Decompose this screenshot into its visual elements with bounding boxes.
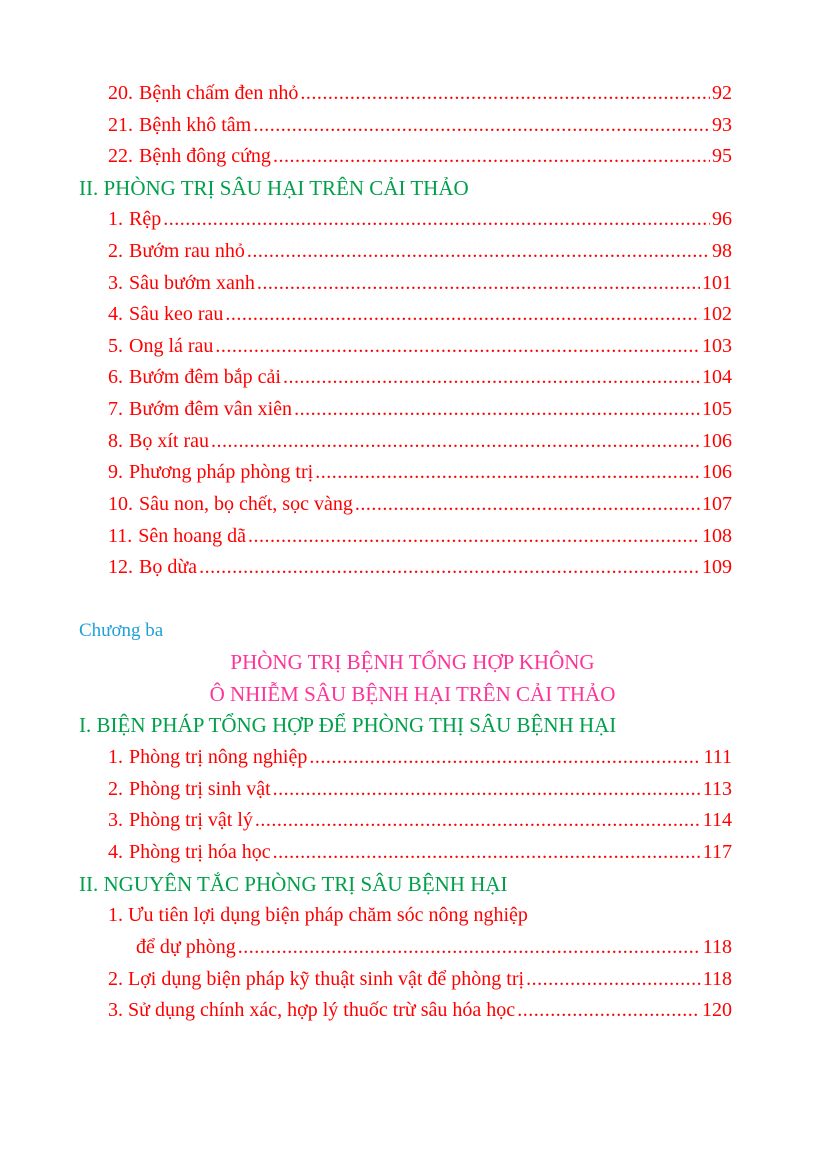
toc-entry[interactable] — [108, 554, 732, 580]
entry-page: 114 — [702, 809, 732, 831]
entry-number: 11. — [108, 525, 133, 547]
entry-label: Bướm đêm bắp cải — [129, 366, 281, 388]
dot-leader — [238, 934, 701, 960]
toc-entry[interactable] — [108, 523, 732, 549]
entry-label: Bệnh đông cứng — [139, 145, 271, 167]
toc-entry[interactable] — [108, 966, 732, 992]
entry-label: 1. Ưu tiên lợi dụng biện pháp chăm sóc nông nghiệp — [108, 904, 528, 926]
entry-number: 21. — [108, 114, 133, 136]
dot-leader — [517, 997, 700, 1023]
entry-number: 3. — [108, 272, 123, 294]
toc-entry[interactable] — [108, 238, 732, 264]
dot-leader — [273, 143, 710, 169]
section-heading: I. BIỆN PHÁP TỔNG HỢP ĐỂ PHÒNG THỊ SÂU BỆNH HẠI — [79, 713, 617, 737]
dot-leader — [273, 776, 701, 802]
entry-page: 108 — [702, 525, 732, 547]
section-heading: II. NGUYÊN TẮC PHÒNG TRỊ SÂU BỆNH HẠI — [79, 872, 508, 896]
toc-entry[interactable] — [108, 744, 732, 770]
toc-entry[interactable] — [108, 333, 732, 359]
dot-leader — [163, 206, 710, 232]
entry-label: Ong lá rau — [129, 335, 214, 357]
entry-number: 8. — [108, 430, 123, 452]
dot-leader — [248, 523, 700, 549]
section-heading: II. PHÒNG TRỊ SÂU HẠI TRÊN CẢI THẢO — [79, 176, 469, 200]
dot-leader — [253, 112, 710, 138]
toc-entry[interactable] — [108, 776, 732, 802]
dot-leader — [309, 744, 701, 770]
entry-page: 117 — [702, 841, 732, 863]
dot-leader — [315, 459, 700, 485]
dot-leader — [526, 966, 701, 992]
toc-entry[interactable] — [108, 301, 732, 327]
entry-label: Sâu keo rau — [129, 303, 224, 325]
entry-number: 4. — [108, 303, 123, 325]
chapter-label: Chương ba — [79, 620, 164, 641]
entry-number: 20. — [108, 82, 133, 104]
entry-label: Bệnh khô tâm — [139, 114, 252, 136]
entry-label: Phòng trị vật lý — [129, 809, 253, 831]
entry-page: 103 — [702, 335, 732, 357]
entry-number: 1. — [108, 208, 123, 230]
toc-entry[interactable] — [108, 459, 732, 485]
entry-page: 96 — [712, 208, 732, 230]
toc-entry[interactable] — [108, 364, 732, 390]
entry-page: 106 — [702, 430, 732, 452]
entry-label: Sâu bướm xanh — [129, 272, 255, 294]
entry-number: 22. — [108, 145, 133, 167]
toc-entry[interactable] — [108, 491, 732, 517]
entry-page: 118 — [702, 968, 732, 990]
toc-entry[interactable] — [108, 80, 732, 106]
dot-leader — [215, 333, 700, 359]
entry-page: 104 — [702, 366, 732, 388]
dot-leader — [294, 396, 700, 422]
dot-leader — [211, 428, 700, 454]
entry-page: 98 — [712, 240, 732, 262]
entry-page: 105 — [702, 398, 732, 420]
entry-page: 113 — [702, 778, 732, 800]
dot-leader — [300, 80, 710, 106]
entry-number: 9. — [108, 461, 123, 483]
toc-entry[interactable] — [108, 997, 732, 1023]
entry-number: 2. — [108, 240, 123, 262]
entry-label: Bệnh chấm đen nhỏ — [139, 82, 299, 104]
toc-entry[interactable] — [108, 270, 732, 296]
entry-page: 107 — [702, 493, 732, 515]
entry-label: Phòng trị nông nghiệp — [129, 746, 308, 768]
entry-number: 7. — [108, 398, 123, 420]
entry-page: 106 — [702, 461, 732, 483]
entry-number: 6. — [108, 366, 123, 388]
toc-entry[interactable] — [108, 807, 732, 833]
toc-entry[interactable] — [108, 206, 732, 232]
entry-page: 111 — [703, 746, 732, 768]
entry-page: 102 — [702, 303, 732, 325]
dot-leader — [257, 270, 700, 296]
entry-page: 109 — [702, 556, 732, 578]
entry-page: 92 — [712, 82, 732, 104]
entry-page: 93 — [712, 114, 732, 136]
toc-entry[interactable] — [108, 902, 732, 928]
entry-label: Phòng trị hóa học — [129, 841, 271, 863]
entry-page: 101 — [702, 272, 732, 294]
entry-number: 10. — [108, 493, 133, 515]
toc-entry[interactable] — [108, 112, 732, 138]
entry-number: 5. — [108, 335, 123, 357]
entry-label: Bướm rau nhỏ — [129, 240, 245, 262]
entry-label: 3. Sử dụng chính xác, hợp lý thuốc trừ sâu hóa học — [108, 999, 516, 1021]
dot-leader — [273, 839, 701, 865]
entry-label: Sên hoang dã — [138, 525, 247, 547]
entry-label: Bọ dừa — [139, 556, 198, 578]
entry-label: Bọ xít rau — [129, 430, 209, 452]
entry-page: 95 — [712, 145, 732, 167]
entry-number: 2. — [108, 778, 123, 800]
toc-entry-continuation[interactable] — [136, 934, 732, 960]
chapter-title-line1: PHÒNG TRỊ BỆNH TỔNG HỢP KHÔNG — [230, 650, 595, 674]
entry-label: Sâu non, bọ chết, sọc vàng — [139, 493, 353, 515]
entry-number: 1. — [108, 746, 123, 768]
dot-leader — [225, 301, 700, 327]
entry-label: Rệp — [129, 208, 162, 230]
entry-page: 120 — [702, 999, 732, 1021]
entry-label: để dự phòng — [136, 936, 236, 958]
dot-leader — [355, 491, 700, 517]
entry-number: 4. — [108, 841, 123, 863]
entry-number: 3. — [108, 809, 123, 831]
dot-leader — [255, 807, 701, 833]
toc-entry[interactable] — [108, 143, 732, 169]
entry-label: 2. Lợi dụng biện pháp kỹ thuật sinh vật để phòng trị — [108, 968, 525, 990]
entry-label: Bướm đêm vân xiên — [129, 398, 293, 420]
toc-entry[interactable] — [108, 396, 732, 422]
entry-number: 12. — [108, 556, 133, 578]
toc-entry[interactable] — [108, 839, 732, 865]
dot-leader — [247, 238, 710, 264]
chapter-title-line2: Ô NHIỄM SÂU BỆNH HẠI TRÊN CẢI THẢO — [209, 682, 616, 706]
entry-page: 118 — [702, 936, 732, 958]
toc-entry[interactable] — [108, 428, 732, 454]
dot-leader — [283, 364, 700, 390]
dot-leader — [199, 554, 700, 580]
entry-label: Phương pháp phòng trị — [129, 461, 314, 483]
entry-label: Phòng trị sinh vật — [129, 778, 271, 800]
